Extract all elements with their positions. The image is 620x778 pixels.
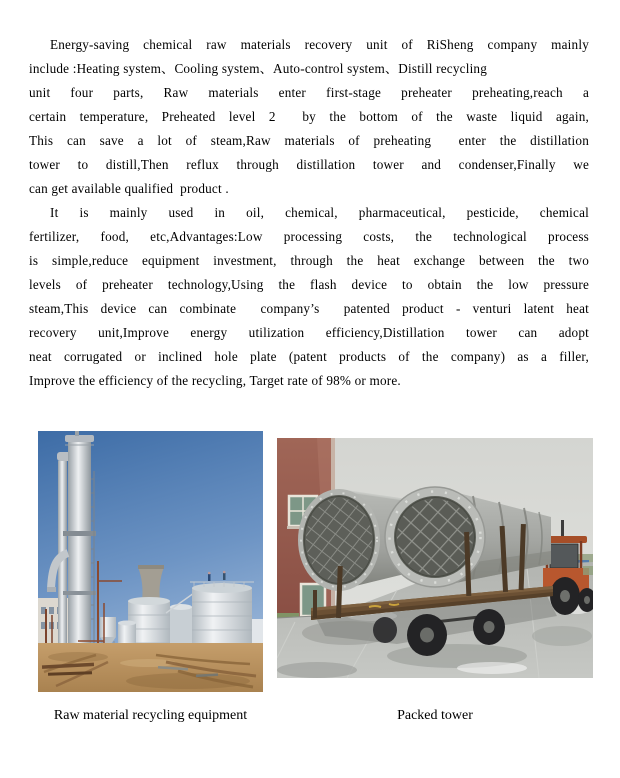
text-line: include :Heating system、Cooling system、Auto-control system、Distill recycling <box>29 61 488 76</box>
body-text <box>29 33 589 393</box>
text-line: This can save a lot of steam,Raw materials of preheating enter the distillation <box>29 133 589 148</box>
text-line: certain temperature, Preheated level 2 by the bottom of the waste liquid again, <box>29 109 589 124</box>
figure-caption-packed-tower: Packed tower <box>397 708 473 723</box>
text-line: It is mainly used in oil, chemical, pharmaceutical, pesticide, chemical <box>50 205 589 220</box>
text-line: unit four parts, Raw materials enter first-stage preheater preheating,reach a <box>29 85 589 100</box>
figure-photo-recycling-equipment <box>38 431 263 692</box>
paragraph <box>29 33 589 201</box>
figure-caption-recycling-equipment: Raw material recycling equipment <box>53 708 248 723</box>
distillation-plant-illustration <box>38 431 263 692</box>
text-line: neat corrugated or inclined hole plate (patent products of the company) as a filler, <box>29 349 589 364</box>
text-line: is simple,reduce equipment investment, through the heat exchange between the two <box>29 253 589 268</box>
text-line: Energy-saving chemical raw materials recovery unit of RiSheng company mainly <box>50 37 589 52</box>
text-line: recovery unit,Improve energy utilization efficiency,Distillation tower can adopt <box>29 325 589 340</box>
paragraph <box>29 201 589 393</box>
text-line: levels of preheater technology,Using the flash device to obtain the low pressure <box>29 277 589 292</box>
text-line: Improve the efficiency of the recycling, Target rate of 98% or more. <box>29 373 401 388</box>
text-line: fertilizer, food, etc,Advantages:Low processing costs, the technological process <box>29 229 589 244</box>
figure-photo-packed-tower <box>277 438 593 678</box>
text-line: tower to distill,Then reflux through distillation tower and condenser,Finally we <box>29 157 589 172</box>
text-line: steam,This device can combinate company’s patented product - venturi latent heat <box>29 301 589 316</box>
packed-tower-illustration <box>277 438 593 678</box>
text-line: can get available qualified product . <box>29 181 229 196</box>
sandy-ground <box>38 643 263 692</box>
